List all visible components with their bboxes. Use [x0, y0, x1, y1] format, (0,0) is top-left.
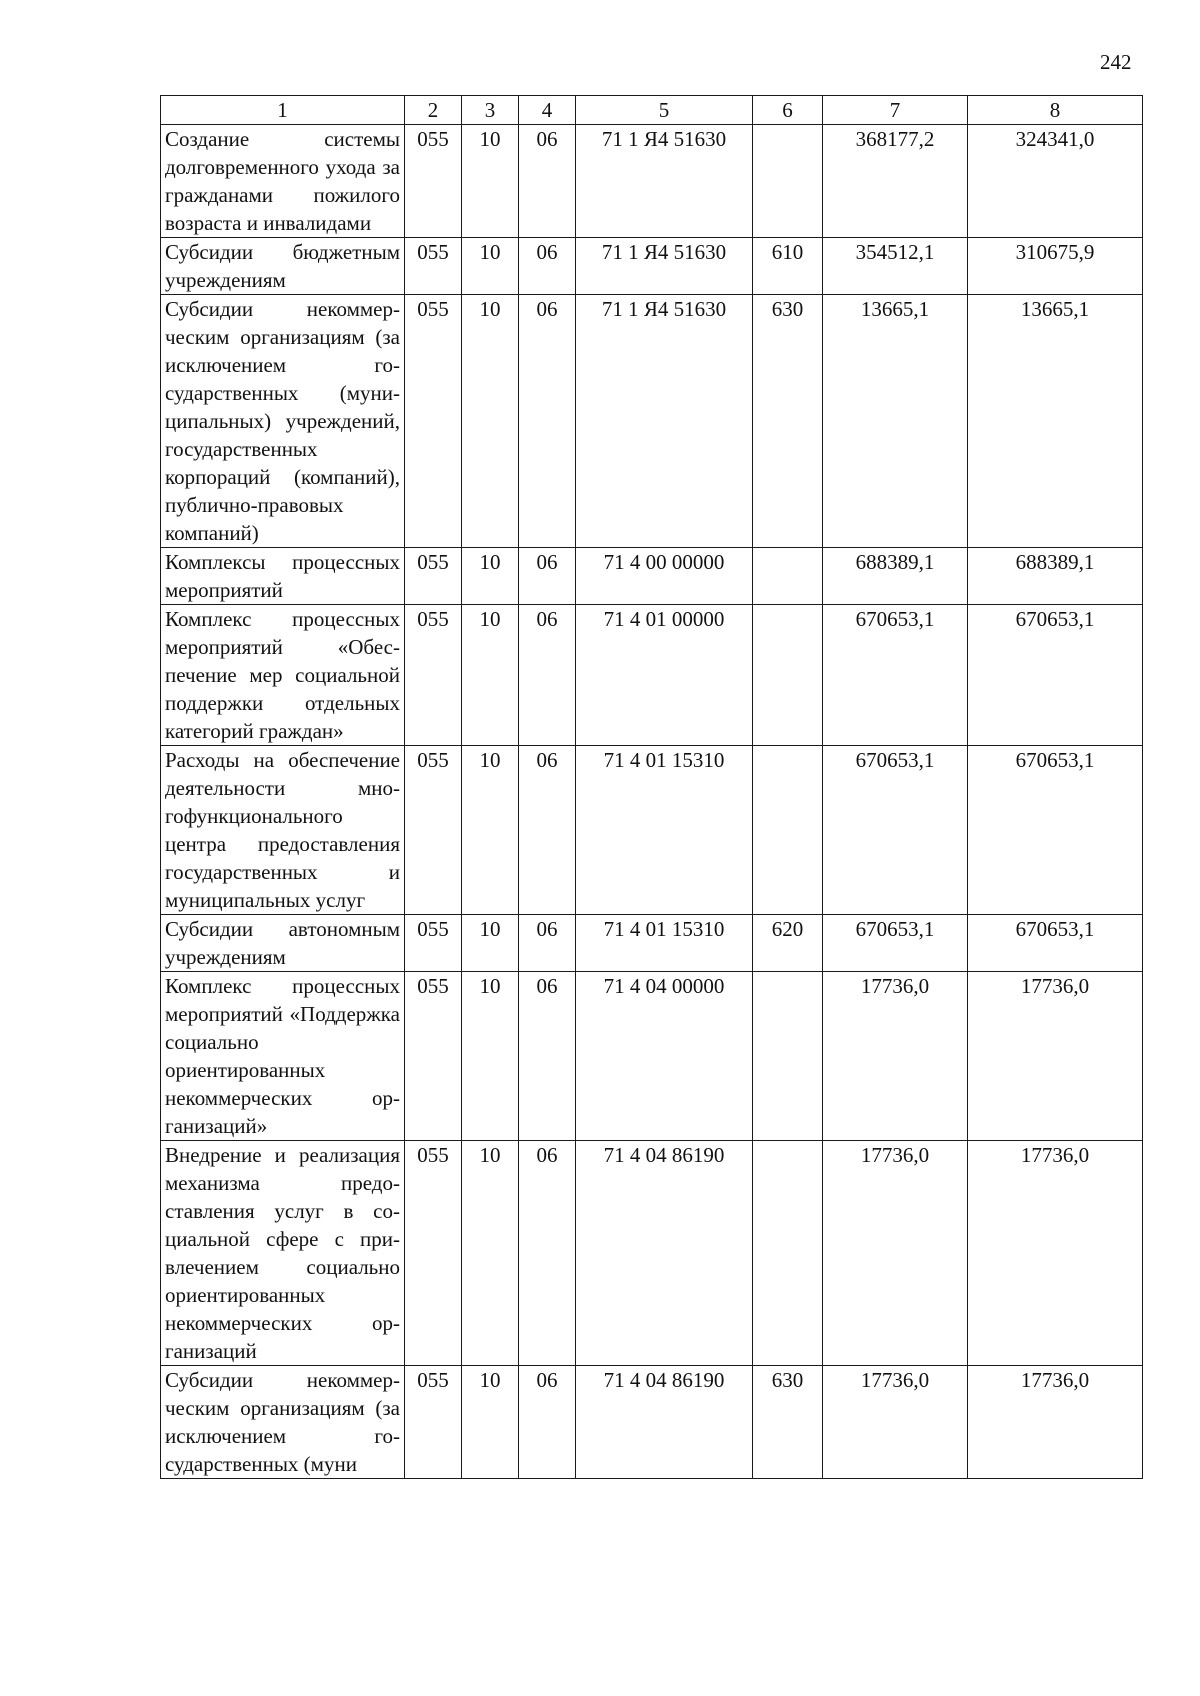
- row-ved: 055: [405, 238, 462, 295]
- row-sum-1: 670653,1: [823, 605, 968, 746]
- row-sum-2: 17736,0: [968, 1366, 1143, 1479]
- row-csr: 71 4 00 00000: [576, 548, 753, 605]
- row-sum-1: 17736,0: [823, 1366, 968, 1479]
- row-name: Субсидии некоммерческим организациям (за исключением государственных (муни: [161, 1366, 405, 1479]
- table-row: [161, 125, 1143, 238]
- row-sum-2: 670653,1: [968, 915, 1143, 972]
- row-sum-1: 670653,1: [823, 915, 968, 972]
- row-rz: 10: [462, 238, 519, 295]
- row-csr: 71 4 04 86190: [576, 1366, 753, 1479]
- row-sum-2: 688389,1: [968, 548, 1143, 605]
- row-csr: 71 4 04 86190: [576, 1141, 753, 1366]
- column-header-3: 3: [462, 96, 519, 125]
- row-name: Расходы на обеспечение деятельности многофункционального центра предоставления государственных и муниципальных услуг: [161, 746, 405, 915]
- column-header-1: 1: [161, 96, 405, 125]
- table-row: [161, 746, 1143, 915]
- row-ved: 055: [405, 548, 462, 605]
- row-rz: 10: [462, 295, 519, 548]
- row-csr: 71 1 Я4 51630: [576, 295, 753, 548]
- row-vr: [753, 1141, 823, 1366]
- table-row: [161, 1141, 1143, 1366]
- row-sum-1: 688389,1: [823, 548, 968, 605]
- column-header-7: 7: [823, 96, 968, 125]
- row-pr: 06: [519, 548, 576, 605]
- row-sum-2: 324341,0: [968, 125, 1143, 238]
- row-name: Создание системы долговременного ухода за гражданами пожилого возраста и инвалидами: [161, 125, 405, 238]
- row-vr: [753, 605, 823, 746]
- row-sum-1: 354512,1: [823, 238, 968, 295]
- row-vr: [753, 548, 823, 605]
- row-pr: 06: [519, 238, 576, 295]
- row-rz: 10: [462, 125, 519, 238]
- table-row: [161, 548, 1143, 605]
- table-row: [161, 1366, 1143, 1479]
- row-rz: 10: [462, 746, 519, 915]
- row-pr: 06: [519, 125, 576, 238]
- row-ved: 055: [405, 1366, 462, 1479]
- column-header-5: 5: [576, 96, 753, 125]
- row-name: Субсидии автономным учреждениям: [161, 915, 405, 972]
- row-pr: 06: [519, 1141, 576, 1366]
- row-ved: 055: [405, 295, 462, 548]
- row-csr: 71 4 01 15310: [576, 915, 753, 972]
- row-ved: 055: [405, 1141, 462, 1366]
- row-rz: 10: [462, 1141, 519, 1366]
- row-rz: 10: [462, 972, 519, 1141]
- row-sum-2: 17736,0: [968, 972, 1143, 1141]
- row-sum-2: 13665,1: [968, 295, 1143, 548]
- row-pr: 06: [519, 746, 576, 915]
- table-body: [161, 125, 1143, 1479]
- row-name: Комплекс процессных мероприятий «Поддержка социально ориентированных некоммерческих организаций»: [161, 972, 405, 1141]
- row-vr: [753, 972, 823, 1141]
- row-pr: 06: [519, 295, 576, 548]
- row-sum-1: 17736,0: [823, 972, 968, 1141]
- page-number: 242: [1100, 50, 1132, 74]
- row-csr: 71 1 Я4 51630: [576, 238, 753, 295]
- row-vr: 630: [753, 1366, 823, 1479]
- row-sum-2: 17736,0: [968, 1141, 1143, 1366]
- row-name: Комплексы процессных мероприятий: [161, 548, 405, 605]
- row-sum-1: 17736,0: [823, 1141, 968, 1366]
- row-sum-2: 310675,9: [968, 238, 1143, 295]
- row-rz: 10: [462, 915, 519, 972]
- table-row: [161, 295, 1143, 548]
- row-pr: 06: [519, 605, 576, 746]
- header-row: [161, 96, 1143, 125]
- row-vr: 610: [753, 238, 823, 295]
- table-row: [161, 915, 1143, 972]
- table-row: [161, 972, 1143, 1141]
- row-vr: 630: [753, 295, 823, 548]
- column-header-2: 2: [405, 96, 462, 125]
- row-csr: 71 4 01 15310: [576, 746, 753, 915]
- row-rz: 10: [462, 1366, 519, 1479]
- row-pr: 06: [519, 972, 576, 1141]
- row-ved: 055: [405, 125, 462, 238]
- row-sum-1: 13665,1: [823, 295, 968, 548]
- row-csr: 71 4 01 00000: [576, 605, 753, 746]
- row-name: Субсидии бюджетным учреждениям: [161, 238, 405, 295]
- row-vr: [753, 125, 823, 238]
- column-header-6: 6: [753, 96, 823, 125]
- row-ved: 055: [405, 972, 462, 1141]
- row-name: Комплекс процессных мероприятий «Обеспечение мер социальной поддержки отдельных категорий граждан»: [161, 605, 405, 746]
- row-vr: [753, 746, 823, 915]
- row-vr: 620: [753, 915, 823, 972]
- table-header: [161, 96, 1143, 125]
- table-row: [161, 605, 1143, 746]
- row-pr: 06: [519, 915, 576, 972]
- row-pr: 06: [519, 1366, 576, 1479]
- table-row: [161, 238, 1143, 295]
- row-sum-1: 670653,1: [823, 746, 968, 915]
- row-csr: 71 1 Я4 51630: [576, 125, 753, 238]
- column-header-8: 8: [968, 96, 1143, 125]
- row-sum-1: 368177,2: [823, 125, 968, 238]
- row-sum-2: 670653,1: [968, 746, 1143, 915]
- row-name: Внедрение и реализация механизма предоставления услуг в социальной сфере с привлечением социально ориентированных некоммерческих организаций: [161, 1141, 405, 1366]
- row-ved: 055: [405, 605, 462, 746]
- row-csr: 71 4 04 00000: [576, 972, 753, 1141]
- budget-table: [160, 95, 1143, 1479]
- row-ved: 055: [405, 746, 462, 915]
- row-rz: 10: [462, 605, 519, 746]
- row-rz: 10: [462, 548, 519, 605]
- row-name: Субсидии некоммерческим организациям (за исключением государственных (муниципальных) учреждений, государственных корпораций (компаний), публично-правовых компаний): [161, 295, 405, 548]
- row-sum-2: 670653,1: [968, 605, 1143, 746]
- row-ved: 055: [405, 915, 462, 972]
- column-header-4: 4: [519, 96, 576, 125]
